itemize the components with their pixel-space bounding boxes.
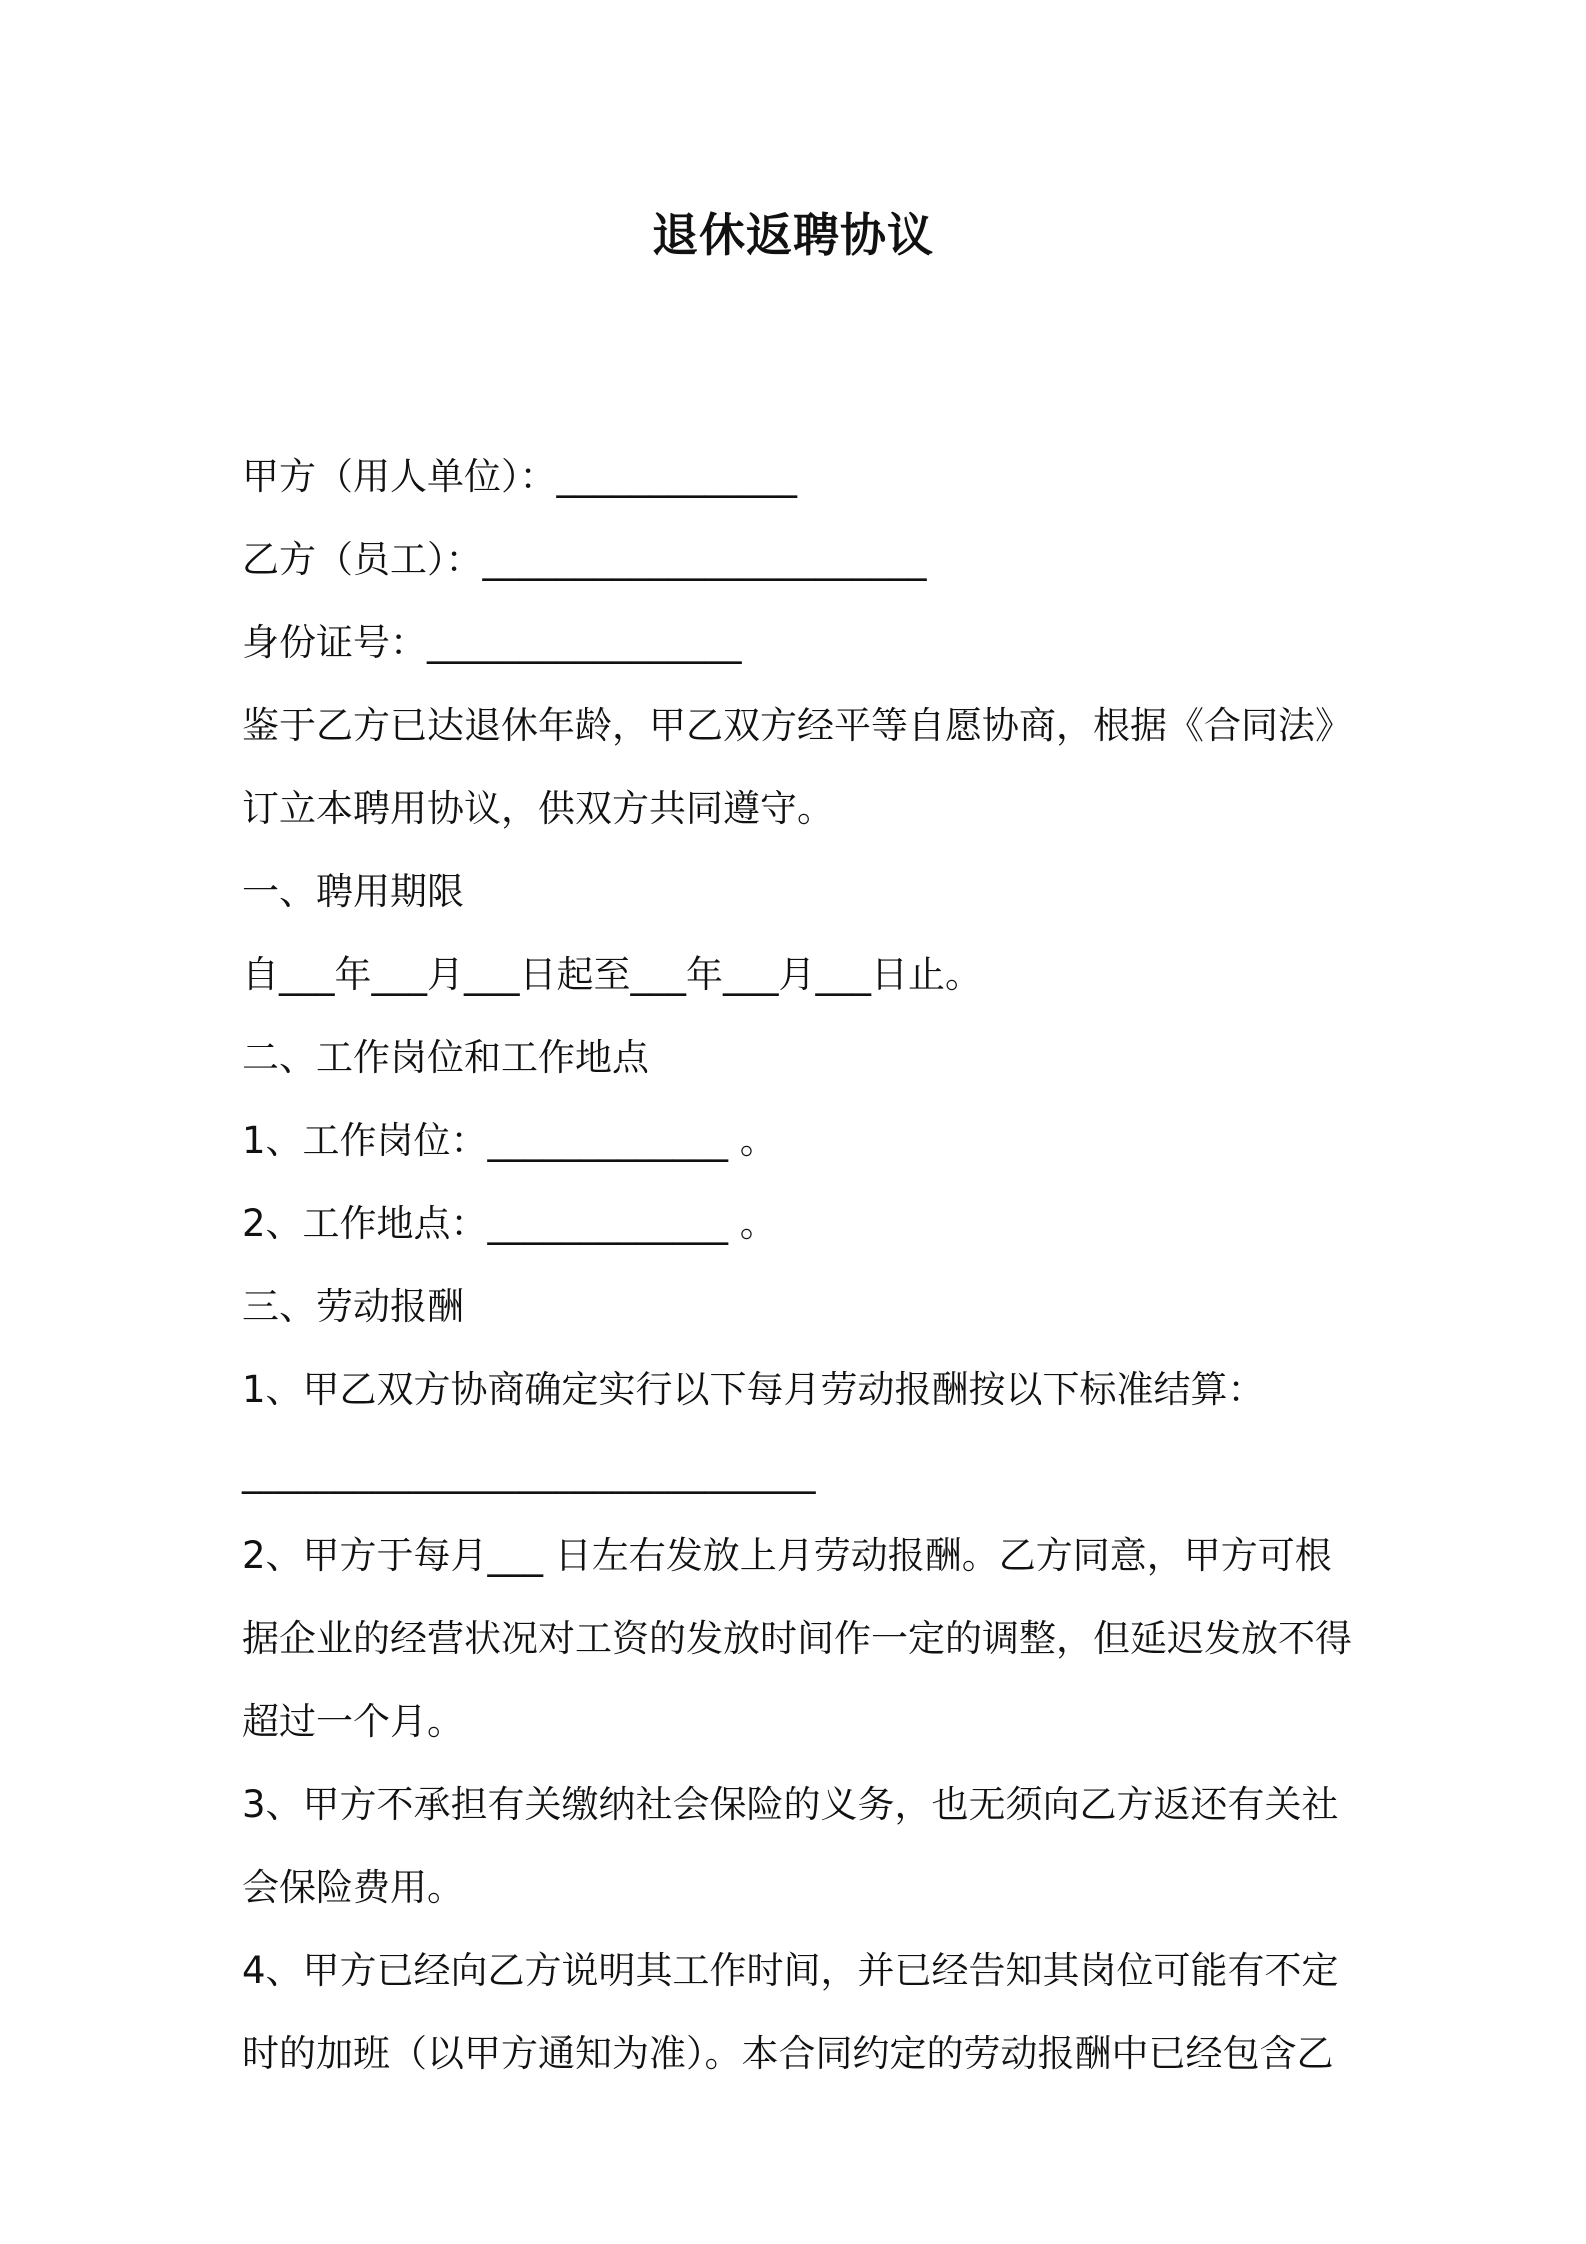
id-number-line: 身份证号：_________________ (242, 621, 742, 664)
term-dates-line: 自___年___月___日起至___年___月___日止。 (242, 953, 982, 996)
pay-standard-blank: _______________________________ (242, 1451, 816, 1494)
pay-clause-4-line-2: 时的加班（以甲方通知为准）。本合同约定的劳动报酬中已经包含乙 (242, 2032, 1334, 2075)
pay-clause-1: 1、甲乙双方协商确定实行以下每月劳动报酬按以下标准结算： (242, 1368, 1265, 1411)
party-a-line: 甲方（用人单位）：_____________ (242, 455, 797, 498)
pay-clause-3-line-2: 会保险费用。 (242, 1866, 464, 1909)
pay-clause-2-line-3: 超过一个月。 (242, 1700, 464, 1743)
preamble-line-1: 鉴于乙方已达退休年龄，甲乙双方经平等自愿协商，根据《合同法》 (242, 704, 1352, 747)
preamble-line-2: 订立本聘用协议，供双方共同遵守。 (242, 787, 834, 830)
pay-clause-3-line-1: 3、甲方不承担有关缴纳社会保险的义务，也无须向乙方返还有关社 (242, 1783, 1339, 1826)
position-line: 1、工作岗位：_____________ 。 (242, 1119, 777, 1162)
location-line: 2、工作地点：_____________ 。 (242, 1202, 777, 1245)
section-heading-pay: 三、劳动报酬 (242, 1285, 464, 1328)
document-body (242, 435, 1352, 2095)
pay-clause-4-line-1: 4、甲方已经向乙方说明其工作时间，并已经告知其岗位可能有不定 (242, 1949, 1339, 1992)
document-title: 退休返聘协议 (652, 208, 934, 262)
party-b-line: 乙方（员工）：________________________ (242, 538, 927, 581)
section-heading-position: 二、工作岗位和工作地点 (242, 1036, 649, 1079)
pay-clause-2-line-2: 据企业的经营状况对工资的发放时间作一定的调整，但延迟发放不得 (242, 1617, 1352, 1660)
pay-clause-2-line-1: 2、甲方于每月___ 日左右发放上月劳动报酬。乙方同意，甲方可根 (242, 1534, 1332, 1577)
section-heading-term: 一、聘用期限 (242, 870, 464, 913)
